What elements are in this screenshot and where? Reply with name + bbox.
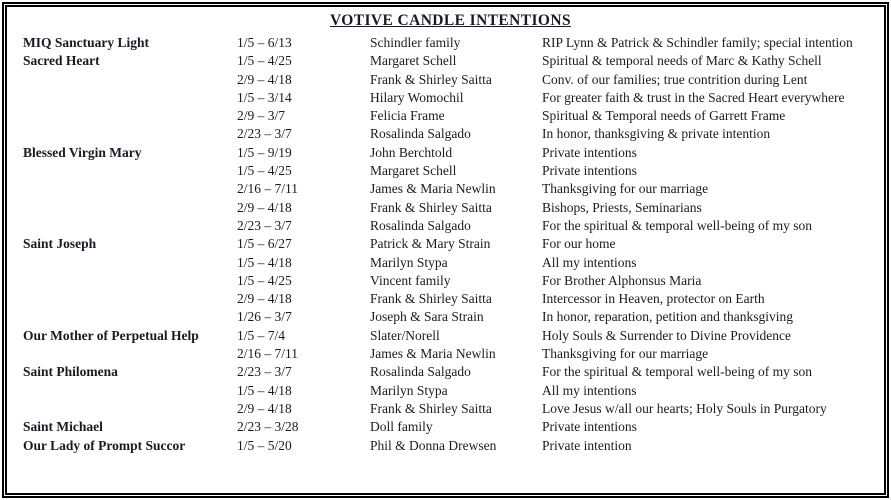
intention-cell: For the spiritual & temporal well-being of my son (542, 217, 812, 233)
table-row (23, 308, 878, 326)
intention-cell: Private intentions (542, 419, 637, 435)
requester-name-cell: Slater/Norell (370, 327, 440, 343)
requester-name-cell: Marilyn Stypa (370, 382, 448, 398)
intention-cell: All my intentions (542, 254, 637, 270)
table-row (23, 363, 878, 381)
table-row (23, 52, 878, 70)
date-range-cell: 1/5 – 4/18 (237, 382, 292, 398)
candle-name-cell: Blessed Virgin Mary (23, 144, 142, 160)
intention-cell: For greater faith & trust in the Sacred Heart everywhere (542, 89, 845, 105)
table-row (23, 345, 878, 363)
intention-cell: Bishops, Priests, Seminarians (542, 199, 702, 215)
intentions-table (23, 34, 878, 455)
requester-name-cell: Patrick & Mary Strain (370, 236, 491, 252)
requester-name-cell: Felicia Frame (370, 108, 445, 124)
intention-cell: RIP Lynn & Patrick & Schindler family; special intention (542, 35, 853, 50)
page-title: VOTIVE CANDLE INTENTIONS (330, 12, 571, 29)
date-range-cell: 1/5 – 4/25 (237, 163, 292, 179)
date-range-cell: 1/5 – 4/25 (237, 272, 292, 288)
table-row (23, 89, 878, 107)
date-range-cell: 1/5 – 5/20 (237, 437, 292, 453)
intention-cell: All my intentions (542, 382, 637, 398)
requester-name-cell: Hilary Womochil (370, 89, 464, 105)
intention-cell: Thanksgiving for our marriage (542, 346, 709, 362)
intention-cell: For our home (542, 236, 616, 252)
intention-cell: Love Jesus w/all our hearts; Holy Souls in Purgatory (542, 400, 827, 416)
requester-name-cell: Vincent family (370, 272, 451, 288)
table-row (23, 125, 878, 143)
intention-cell: Private intention (542, 437, 632, 453)
table-row (23, 180, 878, 198)
table-row (23, 418, 878, 436)
requester-name-cell: Frank & Shirley Saitta (370, 199, 492, 215)
table-row (23, 107, 878, 125)
date-range-cell: 2/9 – 4/18 (237, 71, 292, 87)
page-border-outer (2, 2, 889, 498)
table-row (23, 382, 878, 400)
candle-name-cell: Sacred Heart (23, 53, 100, 69)
table-row (23, 327, 878, 345)
intention-cell: For the spiritual & temporal well-being of my son (542, 364, 812, 380)
requester-name-cell: Rosalinda Salgado (370, 364, 471, 380)
intention-cell: Private intentions (542, 163, 637, 179)
requester-name-cell: John Berchtold (370, 144, 453, 160)
candle-name-cell: MIQ Sanctuary Light (23, 35, 150, 50)
date-range-cell: 1/5 – 7/4 (237, 327, 286, 343)
date-range-cell: 1/5 – 3/14 (237, 89, 292, 105)
table-row (23, 272, 878, 290)
requester-name-cell: James & Maria Newlin (370, 346, 496, 362)
date-range-cell: 2/9 – 3/7 (237, 108, 286, 124)
intention-cell: For Brother Alphonsus Maria (542, 272, 702, 288)
candle-name-cell: Saint Philomena (23, 364, 118, 380)
date-range-cell: 2/9 – 4/18 (237, 400, 292, 416)
date-range-cell: 2/9 – 4/18 (237, 291, 292, 307)
date-range-cell: 2/23 – 3/28 (237, 419, 299, 435)
intention-cell: Thanksgiving for our marriage (542, 181, 709, 197)
table-row (23, 199, 878, 217)
table-row (23, 162, 878, 180)
candle-name-cell: Saint Joseph (23, 236, 97, 252)
table-row (23, 254, 878, 272)
intention-cell: Spiritual & temporal needs of Marc & Kathy Schell (542, 53, 822, 69)
candle-name-cell: Saint Michael (23, 419, 103, 435)
intention-cell: Spiritual & Temporal needs of Garrett Frame (542, 108, 786, 124)
date-range-cell: 2/9 – 4/18 (237, 199, 292, 215)
requester-name-cell: Marilyn Stypa (370, 254, 448, 270)
date-range-cell: 2/23 – 3/7 (237, 364, 292, 380)
requester-name-cell: Frank & Shirley Saitta (370, 291, 492, 307)
intention-cell: Private intentions (542, 144, 637, 160)
intention-cell: Holy Souls & Surrender to Divine Providence (542, 327, 791, 343)
candle-name-cell: Our Mother of Perpetual Help (23, 327, 199, 343)
requester-name-cell: Doll family (370, 419, 433, 435)
date-range-cell: 2/23 – 3/7 (237, 217, 292, 233)
table-row (23, 437, 878, 455)
date-range-cell: 1/5 – 4/18 (237, 254, 292, 270)
requester-name-cell: Rosalinda Salgado (370, 126, 471, 142)
date-range-cell: 1/5 – 6/27 (237, 236, 292, 252)
table-row (23, 400, 878, 418)
table-row (23, 144, 878, 162)
requester-name-cell: Phil & Donna Drewsen (370, 437, 497, 453)
date-range-cell: 2/16 – 7/11 (237, 181, 299, 197)
date-range-cell: 1/5 – 9/19 (237, 144, 292, 160)
page-border-inner (5, 5, 886, 495)
table-row (23, 235, 878, 253)
requester-name-cell: Frank & Shirley Saitta (370, 71, 492, 87)
requester-name-cell: Schindler family (370, 35, 461, 50)
table-row (23, 217, 878, 235)
table-row (23, 290, 878, 308)
candle-name-cell: Our Lady of Prompt Succor (23, 437, 186, 453)
requester-name-cell: Joseph & Sara Strain (370, 309, 484, 325)
requester-name-cell: James & Maria Newlin (370, 181, 496, 197)
date-range-cell: 2/23 – 3/7 (237, 126, 292, 142)
document-content (7, 7, 884, 455)
intention-cell: Conv. of our families; true contrition during Lent (542, 71, 808, 87)
date-range-cell: 1/5 – 4/25 (237, 53, 292, 69)
intention-cell: Intercessor in Heaven, protector on Earth (542, 291, 765, 307)
requester-name-cell: Margaret Schell (370, 53, 457, 69)
requester-name-cell: Margaret Schell (370, 163, 457, 179)
table-row (23, 34, 878, 52)
requester-name-cell: Rosalinda Salgado (370, 217, 471, 233)
date-range-cell: 2/16 – 7/11 (237, 346, 299, 362)
date-range-cell: 1/5 – 6/13 (237, 35, 292, 50)
requester-name-cell: Frank & Shirley Saitta (370, 400, 492, 416)
table-row (23, 71, 878, 89)
date-range-cell: 1/26 – 3/7 (237, 309, 292, 325)
intention-cell: In honor, thanksgiving & private intention (542, 126, 771, 142)
intention-cell: In honor, reparation, petition and thanksgiving (542, 309, 794, 325)
